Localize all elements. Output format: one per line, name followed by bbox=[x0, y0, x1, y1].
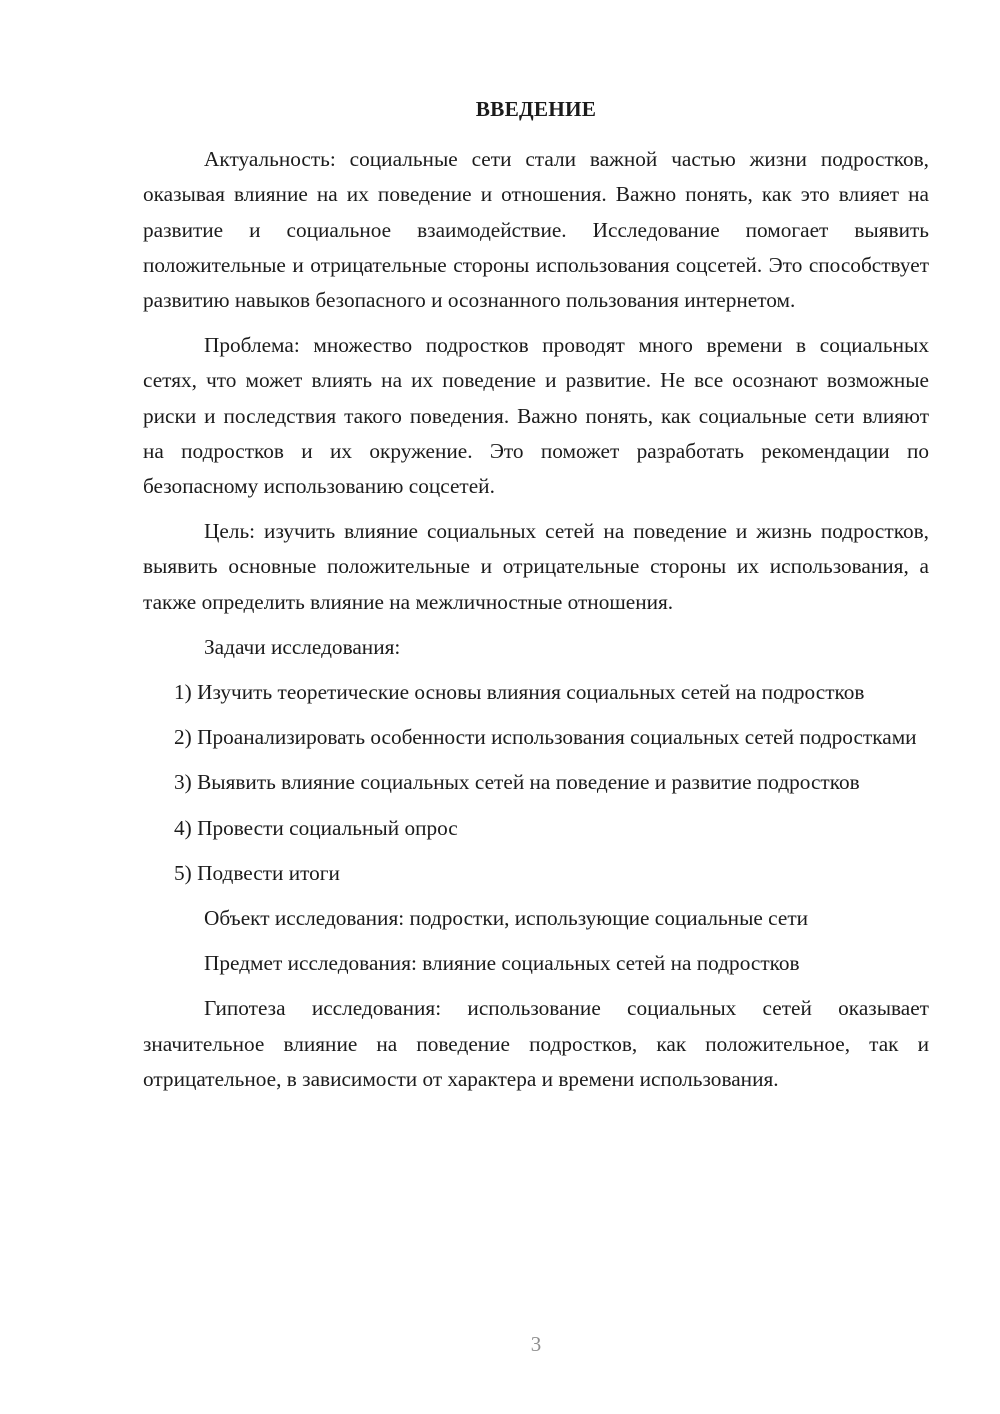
hypothesis-paragraph: Гипотеза исследования: использование социальных сетей оказывает значительное влияние на поведение подростков, как положительное, так и отрицательное, в зависимости от характера и времени использования. bbox=[143, 996, 929, 1091]
research-object: Объект исследования: подростки, использующие социальные сети bbox=[204, 906, 809, 931]
task-item-3: 3) Выявить влияние социальных сетей на поведение и развитие подростков bbox=[174, 770, 860, 795]
task-item-1: 1) Изучить теоретические основы влияния социальных сетей на подростков bbox=[174, 680, 865, 705]
page-content bbox=[143, 92, 929, 1107]
tasks-heading: Задачи исследования: bbox=[204, 634, 401, 659]
research-subject: Предмет исследования: влияние социальных сетей на подростков bbox=[204, 951, 800, 976]
goal-paragraph: Цель: изучить влияние социальных сетей на поведение и жизнь подростков, выявить основные положительные и отрицательные стороны их использования, а также определить влияние на межличностные отношения. bbox=[143, 519, 929, 614]
task-item-5: 5) Подвести итоги bbox=[174, 860, 340, 885]
problem-paragraph: Проблема: множество подростков проводят много времени в социальных сетях, что может влиять на их поведение и развитие. Не все осознают возможные риски и последствия такого поведения. Важно понять, как социальные сети влияют на подростков и их окружение. Это поможет разработать рекомендации по безопасному использованию соцсетей. bbox=[143, 333, 929, 499]
page-title: ВВЕДЕНИЕ bbox=[475, 97, 597, 121]
task-item-4: 4) Провести социальный опрос bbox=[174, 815, 458, 840]
page-number: 3 bbox=[530, 1332, 542, 1356]
task-item-2: 2) Проанализировать особенности использования социальных сетей подростками bbox=[174, 725, 917, 750]
relevance-paragraph: Актуальность: социальные сети стали важной частью жизни подростков, оказывая влияние на их поведение и отношения. Важно понять, как это влияет на развитие и социальное взаимодействие. Исследование помогает выявить положительные и отрицательные стороны использования соцсетей. Это способствует развитию навыков безопасного и осознанного пользования интернетом. bbox=[143, 147, 929, 313]
